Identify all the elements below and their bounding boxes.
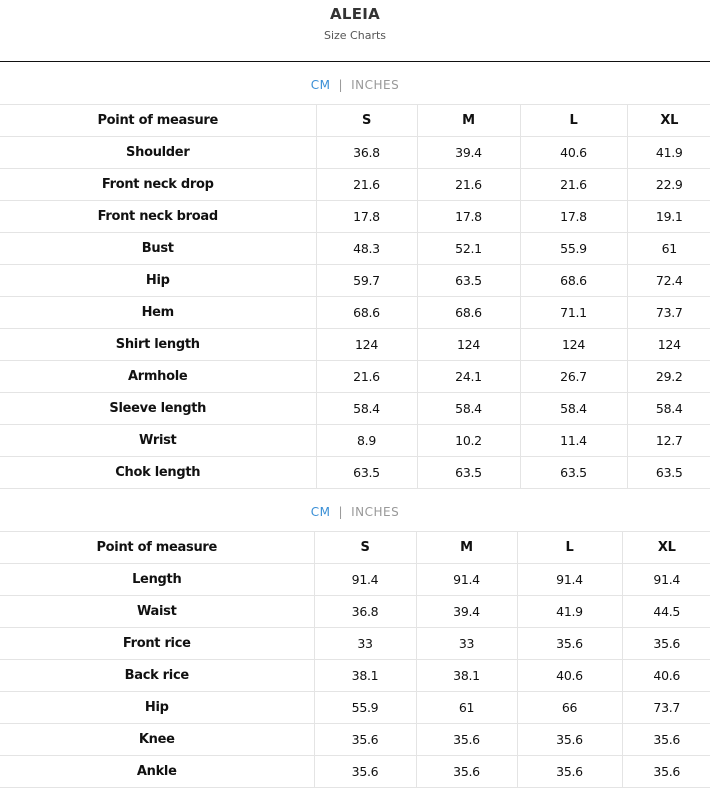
measure-value: 36.8 [314, 596, 416, 628]
measure-value: 35.6 [517, 628, 622, 660]
measure-name: Knee [0, 724, 314, 756]
table-row [0, 628, 710, 660]
measure-value: 38.1 [314, 660, 416, 692]
unit-inches-tab[interactable]: INCHES [351, 505, 400, 519]
measure-value: 17.8 [316, 201, 417, 233]
measure-name: Bust [0, 233, 316, 265]
measure-value: 35.6 [517, 756, 622, 788]
measure-value: 91.4 [517, 564, 622, 596]
unit-cm-tab[interactable]: CM [310, 78, 331, 92]
measure-value: 55.9 [520, 233, 627, 265]
measure-value: 21.6 [316, 361, 417, 393]
measure-value: 21.6 [520, 169, 627, 201]
table-row [0, 297, 710, 329]
table-row [0, 137, 710, 169]
measure-value: 35.6 [622, 724, 710, 756]
measure-value: 124 [627, 329, 710, 361]
column-header: L [520, 105, 627, 137]
measure-value: 63.5 [520, 457, 627, 489]
measure-value: 44.5 [622, 596, 710, 628]
measure-value: 124 [417, 329, 520, 361]
measure-value: 124 [520, 329, 627, 361]
measure-value: 63.5 [417, 265, 520, 297]
measure-value: 35.6 [622, 756, 710, 788]
table-row [0, 265, 710, 297]
measure-value: 63.5 [417, 457, 520, 489]
table-row [0, 660, 710, 692]
unit-separator: | [338, 78, 344, 92]
measure-name: Front neck drop [0, 169, 316, 201]
size-chart-table [0, 104, 710, 489]
measure-value: 17.8 [520, 201, 627, 233]
measure-value: 41.9 [517, 596, 622, 628]
measure-value: 39.4 [416, 596, 517, 628]
measure-name: Wrist [0, 425, 316, 457]
measure-value: 71.1 [520, 297, 627, 329]
measure-value: 26.7 [520, 361, 627, 393]
measure-name: Ankle [0, 756, 314, 788]
measure-value: 61 [416, 692, 517, 724]
measure-value: 124 [316, 329, 417, 361]
measure-name: Chok length [0, 457, 316, 489]
column-header: S [314, 532, 416, 564]
measure-value: 41.9 [627, 137, 710, 169]
table-row [0, 724, 710, 756]
measure-value: 39.4 [417, 137, 520, 169]
measure-value: 58.4 [316, 393, 417, 425]
measure-name: Hip [0, 692, 314, 724]
measure-value: 68.6 [316, 297, 417, 329]
measure-name: Hip [0, 265, 316, 297]
page-header [0, 0, 710, 62]
page-subtitle: Size Charts [323, 29, 387, 42]
measure-value: 22.9 [627, 169, 710, 201]
measure-value: 73.7 [622, 692, 710, 724]
measure-value: 12.7 [627, 425, 710, 457]
measure-value: 38.1 [416, 660, 517, 692]
measure-value: 35.6 [314, 756, 416, 788]
measure-value: 36.8 [316, 137, 417, 169]
column-header: S [316, 105, 417, 137]
measure-value: 58.4 [417, 393, 520, 425]
table-row [0, 233, 710, 265]
measure-value: 35.6 [416, 724, 517, 756]
measure-value: 61 [627, 233, 710, 265]
measure-value: 40.6 [520, 137, 627, 169]
measure-value: 21.6 [316, 169, 417, 201]
measure-value: 29.2 [627, 361, 710, 393]
measure-value: 40.6 [622, 660, 710, 692]
measure-value: 24.1 [417, 361, 520, 393]
measure-value: 35.6 [416, 756, 517, 788]
column-header: M [417, 105, 520, 137]
table-row [0, 361, 710, 393]
table-row [0, 596, 710, 628]
measure-name: Armhole [0, 361, 316, 393]
table-header-row [0, 532, 710, 564]
measure-value: 68.6 [520, 265, 627, 297]
measure-value: 21.6 [417, 169, 520, 201]
column-header: XL [627, 105, 710, 137]
table-row [0, 201, 710, 233]
column-header: Point of measure [0, 105, 316, 137]
measure-name: Back rice [0, 660, 314, 692]
table-row [0, 692, 710, 724]
unit-inches-tab[interactable]: INCHES [351, 78, 400, 92]
size-chart-table [0, 531, 710, 788]
unit-toggle [0, 489, 710, 531]
measure-value: 91.4 [622, 564, 710, 596]
brand-title: ALEIA [329, 5, 381, 23]
measure-value: 68.6 [417, 297, 520, 329]
measure-value: 40.6 [517, 660, 622, 692]
column-header: M [416, 532, 517, 564]
measure-name: Hem [0, 297, 316, 329]
measure-value: 91.4 [416, 564, 517, 596]
measure-name: Sleeve length [0, 393, 316, 425]
table-row [0, 169, 710, 201]
measure-name: Shoulder [0, 137, 316, 169]
measure-value: 63.5 [316, 457, 417, 489]
measure-value: 35.6 [517, 724, 622, 756]
table-row [0, 393, 710, 425]
table-row [0, 329, 710, 361]
measure-name: Shirt length [0, 329, 316, 361]
measure-value: 55.9 [314, 692, 416, 724]
measure-value: 19.1 [627, 201, 710, 233]
unit-separator: | [338, 505, 344, 519]
measure-value: 72.4 [627, 265, 710, 297]
measure-value: 73.7 [627, 297, 710, 329]
column-header: L [517, 532, 622, 564]
measure-name: Front neck broad [0, 201, 316, 233]
measure-value: 66 [517, 692, 622, 724]
table-row [0, 425, 710, 457]
measure-value: 58.4 [520, 393, 627, 425]
measure-value: 52.1 [417, 233, 520, 265]
measure-value: 63.5 [627, 457, 710, 489]
column-header: XL [622, 532, 710, 564]
table-header-row [0, 105, 710, 137]
measure-value: 33 [416, 628, 517, 660]
measure-value: 91.4 [314, 564, 416, 596]
measure-value: 10.2 [417, 425, 520, 457]
column-header: Point of measure [0, 532, 314, 564]
table-row [0, 756, 710, 788]
unit-cm-tab[interactable]: CM [310, 505, 331, 519]
unit-toggle [0, 62, 710, 104]
table-row [0, 457, 710, 489]
measure-value: 58.4 [627, 393, 710, 425]
measure-name: Length [0, 564, 314, 596]
measure-name: Waist [0, 596, 314, 628]
measure-name: Front rice [0, 628, 314, 660]
table-row [0, 564, 710, 596]
measure-value: 8.9 [316, 425, 417, 457]
measure-value: 17.8 [417, 201, 520, 233]
measure-value: 33 [314, 628, 416, 660]
measure-value: 35.6 [622, 628, 710, 660]
measure-value: 48.3 [316, 233, 417, 265]
measure-value: 35.6 [314, 724, 416, 756]
measure-value: 59.7 [316, 265, 417, 297]
measure-value: 11.4 [520, 425, 627, 457]
